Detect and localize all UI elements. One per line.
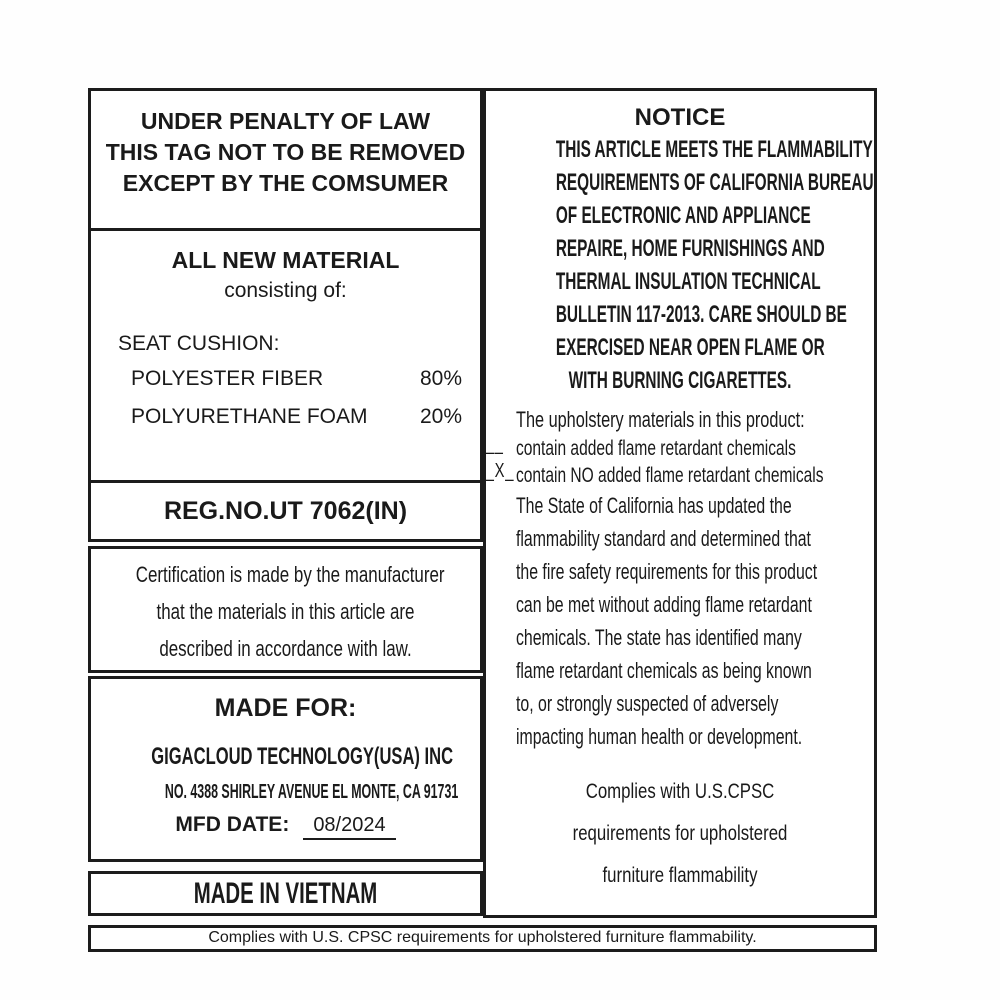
option-text: contain NO added flame retardant chemicals <box>516 464 824 487</box>
state-paragraph-line-5: chemicals. The state has identified many <box>516 625 802 650</box>
made-for-title: MADE FOR: <box>214 694 357 722</box>
notice-line-7: EXERCISED NEAR OPEN FLAME OR <box>555 334 825 361</box>
penalty-line-1: UNDER PENALTY OF LAW <box>140 108 431 134</box>
option-row-added-chemicals <box>485 433 796 462</box>
footer-compliance-bar <box>88 925 877 952</box>
registration-number-box <box>88 480 483 542</box>
penalty-warning-box <box>88 88 483 231</box>
material-item-name: POLYESTER FIBER <box>131 367 324 390</box>
mfd-date-row <box>91 813 480 840</box>
notice-line-8: WITH BURNING CIGARETTES. <box>568 367 792 394</box>
material-item-name: POLYURETHANE FOAM <box>131 405 368 428</box>
flame-retardant-section <box>486 405 874 753</box>
material-contents-box <box>88 228 483 483</box>
material-item-row <box>91 360 480 398</box>
cpsc-line-1: Complies with U.S.CPSC <box>585 780 775 803</box>
material-section-label: SEAT CUSHION: <box>118 332 280 355</box>
notice-line-2: REQUIREMENTS OF CALIFORNIA BUREAU <box>555 169 874 196</box>
state-paragraph-line-7: to, or strongly suspected of adversely <box>516 691 779 716</box>
notice-line-6: BULLETIN 117-2013. CARE SHOULD BE <box>555 301 847 328</box>
state-paragraph-line-2: flammability standard and determined that <box>516 526 811 551</box>
notice-box <box>483 88 877 918</box>
checkbox-blank-mark: __ <box>485 433 504 455</box>
registration-number: REG.NO.UT 7062(IN) <box>163 497 408 525</box>
mfd-date-label: MFD DATE: <box>175 813 290 836</box>
notice-title: NOTICE <box>634 104 726 131</box>
state-paragraph-line-3: the fire safety requirements for this product <box>516 559 818 584</box>
option-row-no-added-chemicals <box>485 460 824 489</box>
option-text: contain added flame retardant chemicals <box>516 437 796 460</box>
certification-line-3: described in accordance with law. <box>159 636 412 661</box>
notice-line-4: REPAIRE, HOME FURNISHINGS AND <box>555 235 825 262</box>
mfd-date-value: 08/2024 <box>303 814 395 840</box>
material-item-pct: 20% <box>419 405 462 428</box>
material-item-row <box>91 398 480 436</box>
state-paragraph-line-1: The State of California has updated the <box>516 493 792 518</box>
state-paragraph-line-4: can be met without adding flame retardant <box>516 592 812 617</box>
material-item-pct: 80% <box>419 367 462 390</box>
cpsc-compliance-block <box>486 771 874 897</box>
certification-box <box>88 546 483 673</box>
material-title: ALL NEW MATERIAL <box>171 247 400 273</box>
certification-line-1: Certification is made by the manufacturer <box>135 562 445 587</box>
notice-line-1: THIS ARTICLE MEETS THE FLAMMABILITY <box>555 136 873 163</box>
made-for-address: NO. 4388 SHIRLEY AVENUE EL MONTE, CA 91731 <box>164 781 459 803</box>
notice-line-3: OF ELECTRONIC AND APPLIANCE <box>555 202 811 229</box>
made-for-company: GIGACLOUD TECHNOLOGY(USA) INC <box>151 743 454 770</box>
made-for-box <box>88 676 483 862</box>
cpsc-line-3: furniture flammability <box>602 864 758 887</box>
cpsc-line-2: requirements for upholstered <box>572 822 788 845</box>
footer-compliance-text: Complies with U.S. CPSC requirements for upholstered furniture flammability. <box>208 929 757 946</box>
penalty-line-2: THIS TAG NOT TO BE REMOVED <box>105 139 466 165</box>
country-of-origin: MADE IN VIETNAM <box>193 877 378 910</box>
certification-line-2: that the materials in this article are <box>156 599 415 624</box>
country-of-origin-box <box>88 871 483 916</box>
upholstery-intro: The upholstery materials in this product: <box>516 407 805 432</box>
penalty-line-3: EXCEPT BY THE COMSUMER <box>122 170 449 196</box>
checkbox-x-mark: _X_ <box>485 460 515 482</box>
state-paragraph-line-6: flame retardant chemicals as being known <box>516 658 812 683</box>
state-paragraph-line-8: impacting human health or development. <box>516 724 803 749</box>
material-subtitle: consisting of: <box>224 279 347 302</box>
notice-line-5: THERMAL INSULATION TECHNICAL <box>555 268 821 295</box>
